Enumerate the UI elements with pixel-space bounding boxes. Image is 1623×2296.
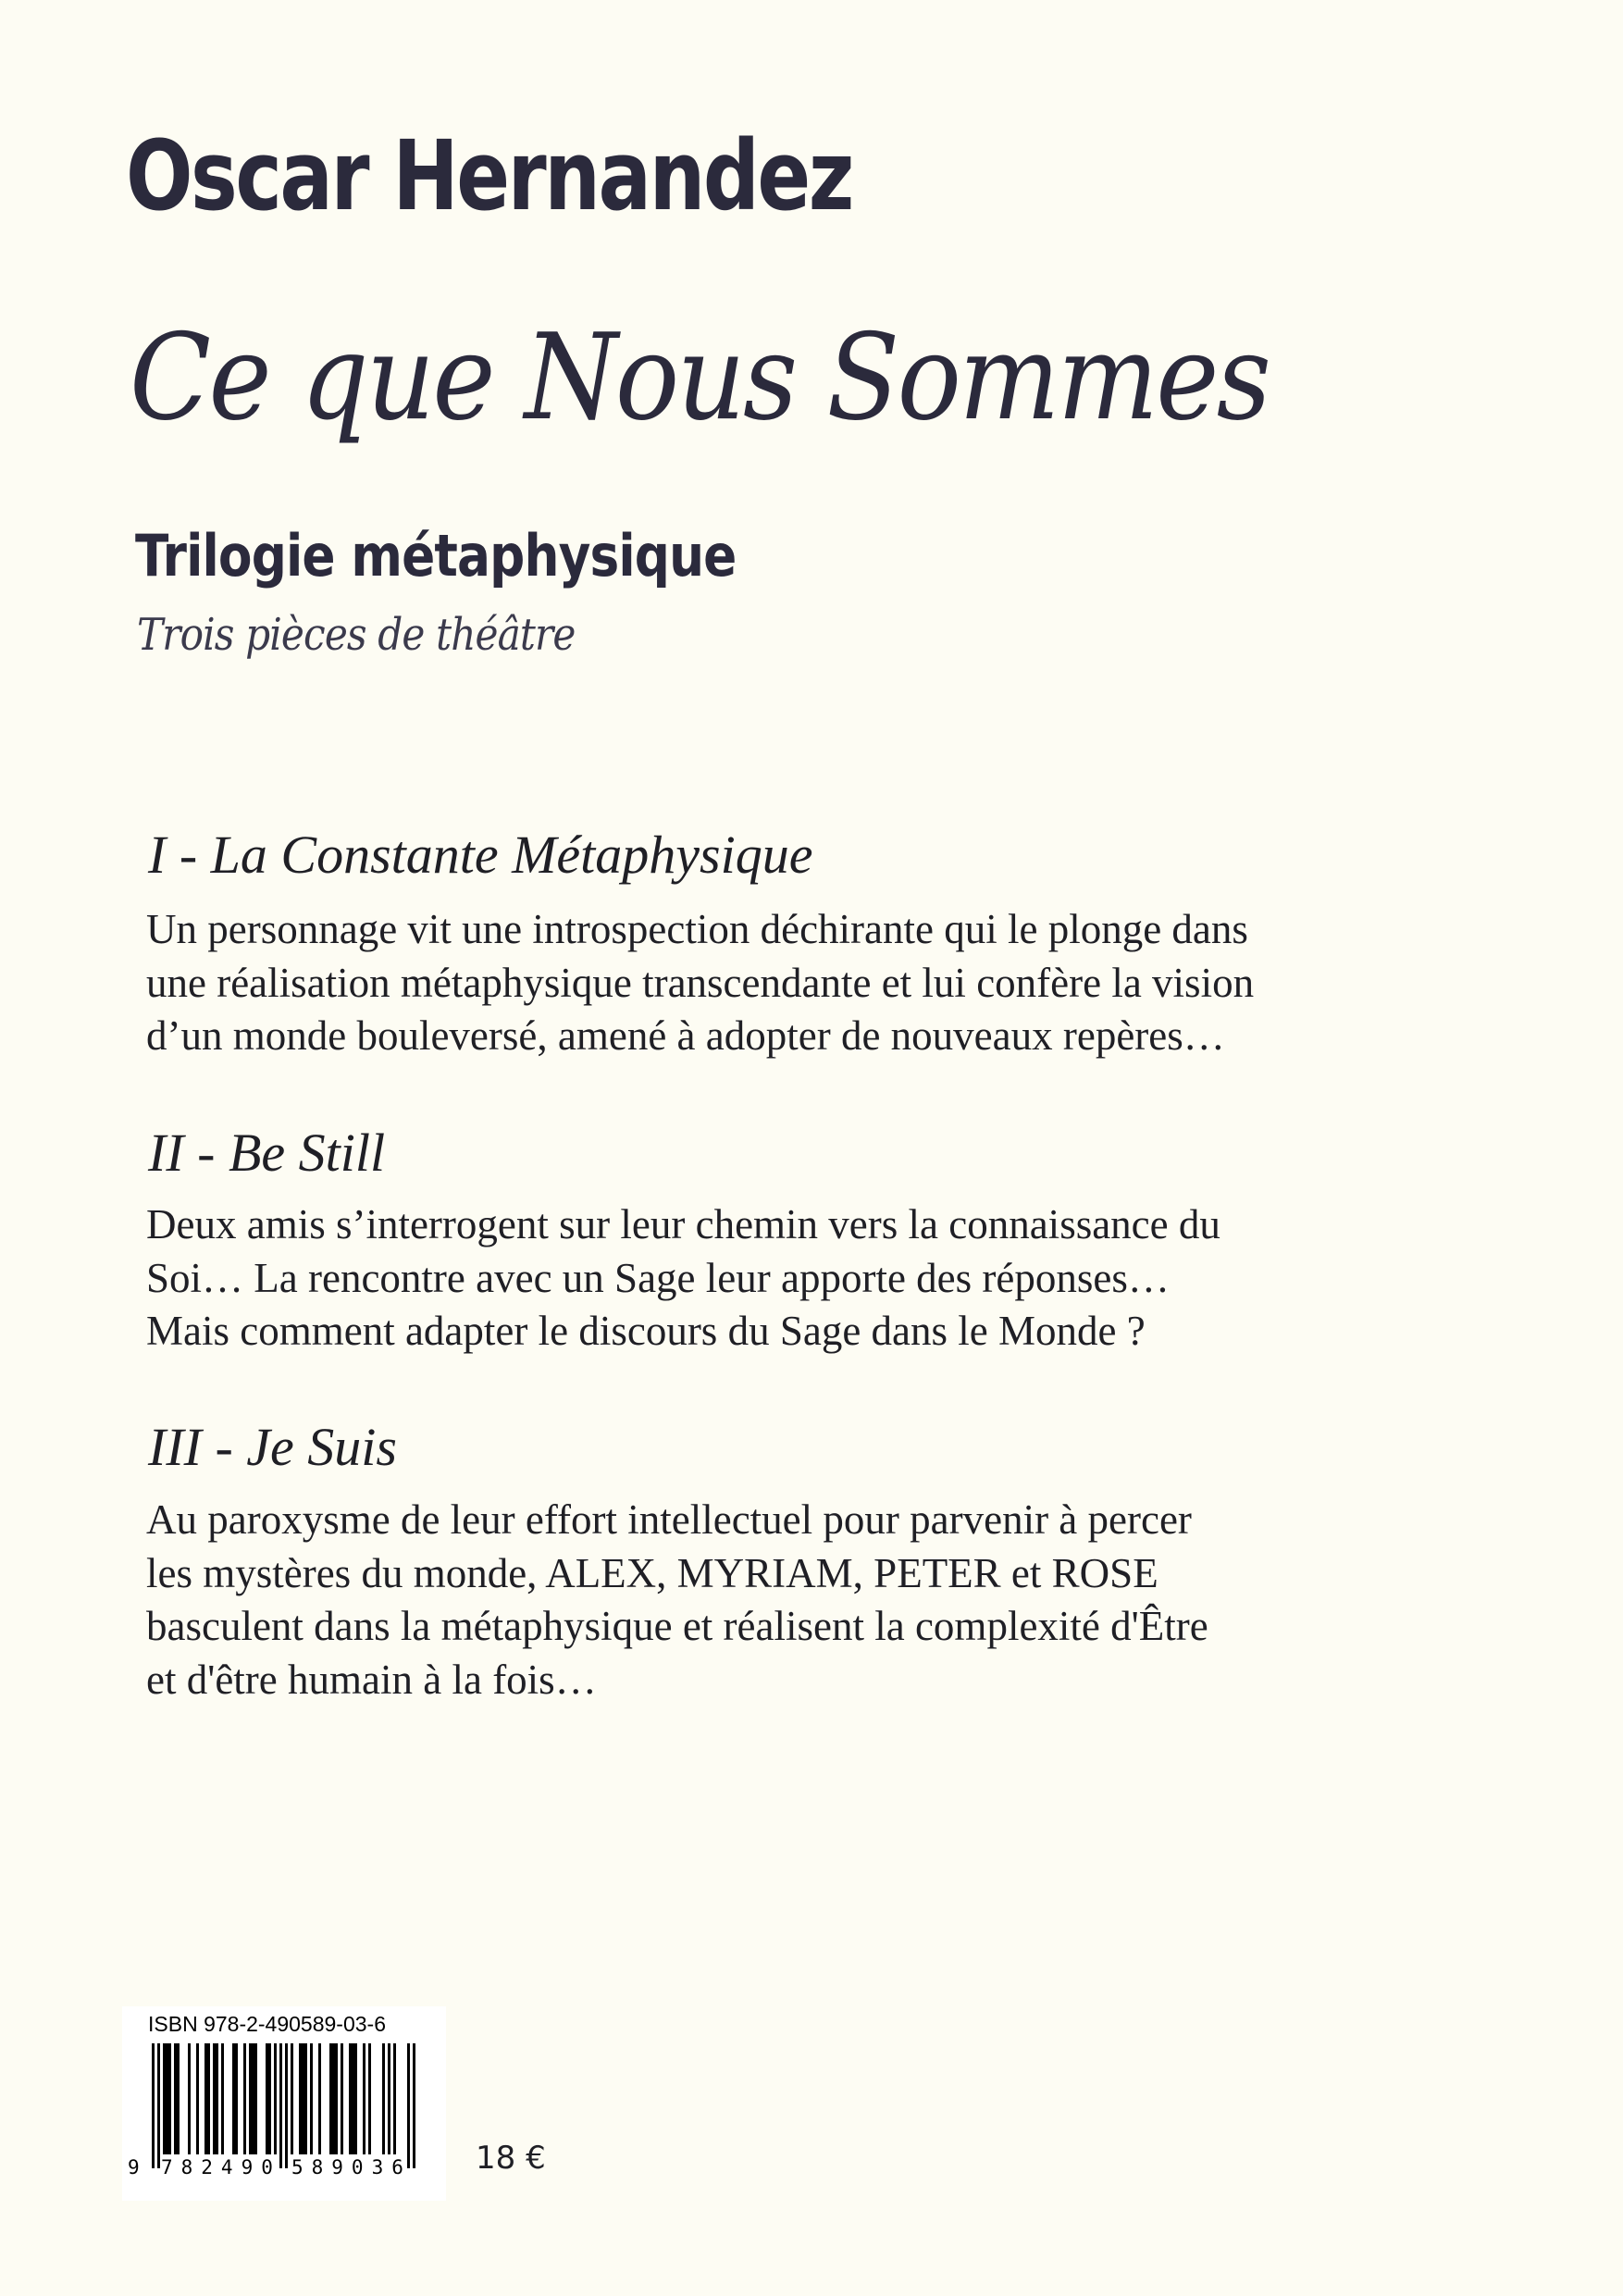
barcode-bar [352, 2043, 354, 2154]
barcode-guard-bar [157, 2043, 160, 2168]
barcode-bar [168, 2043, 171, 2154]
barcode-guard-bar [413, 2043, 415, 2168]
play-2-heading: II - Be Still [148, 1123, 386, 1183]
barcode-digits-right: 589036 [291, 2156, 412, 2178]
play-1-line: une réalisation métaphysique transcendante et lui confère la vision [146, 959, 1255, 1006]
author-name: Oscar Hernandez [126, 119, 852, 232]
barcode-bar [163, 2043, 166, 2154]
book-tagline: Trois pièces de théâtre [137, 609, 576, 661]
barcode-bar [254, 2043, 257, 2154]
barcode-digit-first: 9 [128, 2156, 140, 2178]
barcode-bar [213, 2043, 216, 2154]
barcode-bar [196, 2043, 199, 2154]
barcode-bar [204, 2043, 207, 2154]
barcode-bar [388, 2043, 390, 2154]
barcode-bar [291, 2043, 293, 2154]
barcode-bar [266, 2043, 268, 2154]
barcode-bar [299, 2043, 302, 2154]
barcode-bar [207, 2043, 210, 2154]
barcode-guard-bar [407, 2043, 410, 2168]
barcode-bar [235, 2043, 238, 2154]
barcode-bar [304, 2043, 307, 2154]
barcode-bar [243, 2043, 246, 2154]
book-subtitle: Trilogie métaphysique [135, 522, 737, 590]
barcode-bar [221, 2043, 224, 2154]
barcode-guard-bar [285, 2043, 288, 2168]
barcode-bar [174, 2043, 177, 2154]
book-title: Ce que Nous Sommes [130, 309, 1270, 447]
play-1-line: d’un monde bouleversé, amené à adopter de nouveaux repères… [146, 1012, 1225, 1059]
barcode-bar [382, 2043, 385, 2154]
barcode-guard-bar [279, 2043, 282, 2168]
barcode-bar [341, 2043, 343, 2154]
barcode-digits-left: 782490 [161, 2156, 281, 2178]
play-2-line: Deux amis s’interrogent sur leur chemin vers la connaissance du [146, 1201, 1220, 1247]
barcode-bar [363, 2043, 365, 2154]
barcode-bar [274, 2043, 277, 2154]
barcode-bar [354, 2043, 357, 2154]
barcode-bar [232, 2043, 235, 2154]
barcode-bar [188, 2043, 191, 2154]
barcode-bar [393, 2043, 396, 2154]
barcode-bar [166, 2043, 168, 2154]
play-3-heading: III - Je Suis [148, 1417, 397, 1477]
isbn-label: ISBN 978-2-490589-03-6 [148, 2012, 386, 2036]
play-1-heading: I - La Constante Métaphysique [148, 825, 813, 885]
barcode-bar [368, 2043, 371, 2154]
play-3-line: basculent dans la métaphysique et réalisent la complexité d'Être [146, 1603, 1208, 1649]
price-label: 18 € [476, 2140, 546, 2177]
play-2-description [146, 1198, 1479, 1359]
barcode-bar [177, 2043, 180, 2154]
barcode-bar [310, 2043, 313, 2154]
barcode-bar [216, 2043, 218, 2154]
play-2-line: Mais comment adapter le discours du Sage dans le Monde ? [146, 1308, 1146, 1354]
play-3-description [146, 1494, 1479, 1706]
play-3-line: et d'être humain à la fois… [146, 1656, 597, 1703]
barcode-bar [252, 2043, 254, 2154]
barcode-bar [268, 2043, 271, 2154]
barcode-bar [349, 2043, 352, 2154]
play-1-line: Un personnage vit une introspection déchirante qui le plonge dans [146, 906, 1248, 952]
barcode-bar [329, 2043, 332, 2154]
play-1-description [146, 903, 1479, 1063]
barcode-guard-bar [152, 2043, 155, 2168]
isbn-barcode-block [122, 2006, 446, 2201]
play-2-line: Soi… La rencontre avec un Sage leur apporte des réponses… [146, 1254, 1170, 1301]
barcode-bar [318, 2043, 321, 2154]
barcode-bar [332, 2043, 335, 2154]
barcode-bar [249, 2043, 252, 2154]
barcode-bar [302, 2043, 304, 2154]
barcode-bar [335, 2043, 338, 2154]
play-3-line: Au paroxysme de leur effort intellectuel pour parvenir à percer [146, 1496, 1192, 1543]
play-3-line: les mystères du monde, ALEX, MYRIAM, PETER et ROSE [146, 1549, 1158, 1596]
